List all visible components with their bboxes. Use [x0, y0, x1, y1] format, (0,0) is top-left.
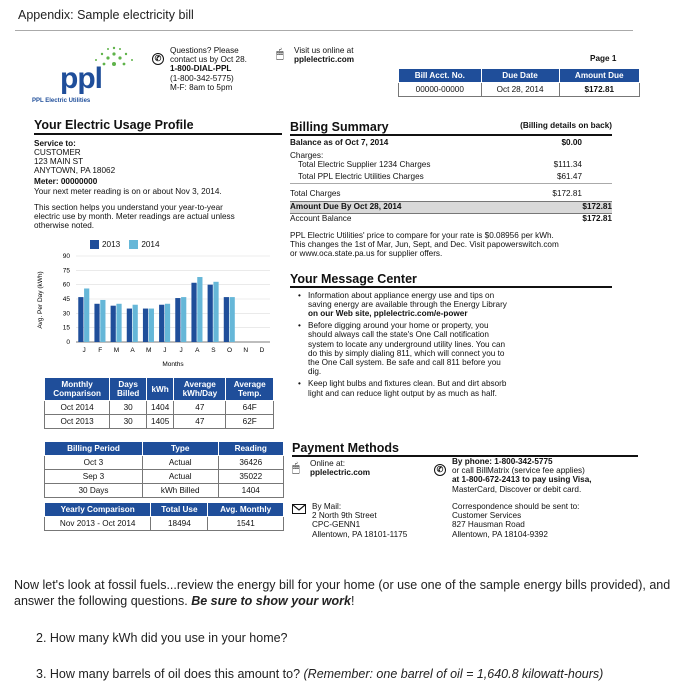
bar-2014-4 — [149, 309, 154, 342]
visit-block — [294, 46, 354, 64]
cell: 1404 — [218, 484, 284, 498]
billing-summary — [290, 118, 612, 258]
x-tick-label: F — [98, 347, 103, 354]
next-reading: Your next meter reading is on or about Nov 3, 2014. — [34, 186, 222, 196]
bar-2013-0 — [78, 297, 83, 342]
monthly-comparison-table — [44, 377, 274, 429]
questions-phone: 1-800-DIAL-PPL — [170, 64, 232, 74]
mouse-click-icon: 🖱 — [292, 460, 300, 475]
cell: 36426 — [218, 456, 284, 470]
message-rule — [290, 286, 612, 288]
corr-line: Correspondence should be sent to: — [452, 502, 580, 511]
y-tick-label: 30 — [62, 310, 70, 318]
cell: 64F — [226, 401, 274, 415]
meter-number: Meter: 00000000 — [34, 177, 98, 187]
monthly-header: Average kWh/Day — [174, 378, 226, 401]
questions-hours: M-F: 8am to 5pm — [170, 82, 233, 92]
usage-explain — [34, 203, 282, 231]
acct-header: Bill Acct. No. — [399, 69, 482, 83]
pay-phone-line: MasterCard, Discover or debit card. — [452, 484, 582, 494]
mail-line: 2 North 9th Street — [312, 511, 377, 521]
message-bullet — [290, 379, 612, 397]
legend-label: 2013 — [102, 240, 121, 249]
cell: 1541 — [208, 517, 284, 531]
mail-icon — [292, 504, 306, 514]
acct-header: Amount Due — [559, 69, 639, 83]
cell: 62F — [226, 415, 274, 429]
account-table — [398, 68, 640, 97]
top-rule — [15, 30, 633, 31]
x-tick-label: M — [146, 347, 152, 354]
cell: 47 — [174, 415, 226, 429]
yearly-header: Yearly Comparison — [45, 503, 151, 517]
charges-label: Charges: — [290, 150, 324, 160]
service-line: CUSTOMER — [34, 147, 81, 157]
legend-label: 2014 — [141, 240, 160, 249]
question-3-text: 3. How many barrels of oil does this amount to? — [36, 667, 304, 681]
payment-title: Payment Methods — [292, 441, 399, 455]
bullet-line: the One Call system. Be safe and call 811 before you — [308, 357, 501, 367]
cell: 30 — [110, 415, 147, 429]
page-number: Page 1 — [590, 54, 617, 63]
bar-2014-7 — [197, 277, 202, 342]
summary-details-note: (Billing details on back) — [520, 121, 612, 130]
cell: kWh Billed — [142, 484, 218, 498]
yearly-comparison-table — [44, 502, 284, 531]
y-axis-label: Avg. Per Day (kWh) — [37, 271, 44, 329]
ppl-charges-label: Total PPL Electric Utilities Charges — [298, 171, 424, 181]
x-tick-label: J — [82, 347, 86, 354]
bullet-dot: • — [298, 290, 301, 300]
usage-title: Your Electric Usage Profile — [34, 118, 194, 132]
y-tick-label: 0 — [66, 339, 70, 346]
bar-2013-3 — [127, 309, 132, 342]
cell: Sep 3 — [45, 470, 143, 484]
bar-2013-1 — [94, 304, 99, 342]
legend-swatch-2014 — [129, 240, 138, 249]
mouse-click-icon: 🖱 — [276, 46, 284, 61]
cell: 1405 — [147, 415, 174, 429]
usage-profile — [34, 118, 282, 230]
bar-2014-2 — [116, 304, 121, 342]
service-line: 123 MAIN ST — [34, 156, 84, 166]
yearly-header: Total Use — [151, 503, 208, 517]
x-tick-label: J — [163, 347, 167, 354]
payment-methods — [292, 441, 638, 457]
account-balance-label: Account Balance — [290, 213, 352, 223]
period-header: Type — [142, 442, 218, 456]
supplier-value: $111.34 — [553, 159, 582, 169]
total-charges-value: $172.81 — [552, 188, 582, 198]
bar-2013-9 — [224, 297, 229, 342]
appendix-heading: Appendix: Sample electricity bill — [18, 8, 194, 22]
acct-header: Due Date — [481, 69, 559, 83]
x-tick-label: S — [211, 347, 216, 354]
x-tick-label: M — [113, 347, 120, 354]
x-axis-label: Months — [162, 361, 184, 368]
y-tick-label: 15 — [62, 324, 70, 332]
phone-icon: ✆ — [152, 48, 164, 66]
monthly-header: Average Temp. — [226, 378, 274, 401]
bullet-line: light and can reduce light output by as much as half. — [308, 388, 497, 398]
bar-2013-4 — [143, 309, 148, 342]
usage-chart — [30, 250, 278, 372]
service-to-label: Service to: — [34, 138, 76, 148]
cell: Actual — [142, 470, 218, 484]
questions-line: contact us by Oct 28. — [170, 55, 247, 65]
x-tick-label: D — [259, 347, 265, 354]
chart-legend — [90, 240, 160, 249]
usage-rule — [34, 133, 282, 135]
cell: 18494 — [151, 517, 208, 531]
y-tick-label: 60 — [62, 281, 70, 289]
table-row — [45, 401, 274, 415]
cell: Oct 3 — [45, 456, 143, 470]
x-tick-label: J — [179, 347, 183, 354]
bar-2014-1 — [100, 300, 105, 342]
table-row — [45, 517, 284, 531]
table-row — [45, 484, 284, 498]
amount-due-label: Amount Due By Oct 28, 2014 — [290, 201, 402, 211]
cell: 35022 — [218, 470, 284, 484]
bullet-line: system to locate any underground utility lines. You can — [308, 339, 506, 349]
bar-2014-5 — [165, 304, 170, 342]
bullet-line: should always call the state's One Call notification — [308, 330, 489, 340]
x-tick-label: A — [195, 347, 200, 354]
corr-line: Allentown, PA 18104-9392 — [452, 529, 548, 539]
bullet-dot: • — [298, 379, 301, 389]
bar-2013-7 — [191, 283, 196, 342]
questions-line: Questions? Please — [170, 46, 239, 55]
x-tick-label: A — [130, 347, 135, 354]
pay-phone-line: or call BillMatrix (service fee applies) — [452, 466, 585, 476]
acct-due-date: Oct 28, 2014 — [481, 83, 559, 97]
cell: Actual — [142, 456, 218, 470]
monthly-header: Days Billed — [110, 378, 147, 401]
price-note-line: or www.oca.state.pa.us for supplier offers. — [290, 249, 443, 259]
corr-line: 827 Hausman Road — [452, 520, 525, 530]
acct-amount-due: $172.81 — [559, 83, 639, 97]
cell: 1404 — [147, 401, 174, 415]
questions-block — [170, 46, 290, 92]
bullet-line: dig. — [308, 367, 322, 377]
price-note — [290, 231, 612, 259]
bar-2014-6 — [181, 297, 186, 342]
legend-swatch-2013 — [90, 240, 99, 249]
pay-online-url[interactable]: pplelectric.com — [310, 468, 371, 478]
bar-2013-5 — [159, 305, 164, 342]
service-line: ANYTOWN, PA 18062 — [34, 166, 116, 176]
y-tick-label: 75 — [62, 267, 70, 275]
yearly-header: Avg. Monthly — [208, 503, 284, 517]
table-row — [45, 456, 284, 470]
cell: 30 — [110, 401, 147, 415]
bar-2014-9 — [230, 297, 235, 342]
cell: Oct 2014 — [45, 401, 110, 415]
cell: Oct 2013 — [45, 415, 110, 429]
message-title: Your Message Center — [290, 272, 417, 286]
bar-2013-6 — [175, 298, 180, 342]
pay-mail — [312, 502, 407, 539]
pay-online — [310, 459, 370, 477]
cell: Nov 2013 - Oct 2014 — [45, 517, 151, 531]
table-row — [45, 415, 274, 429]
bar-2014-8 — [213, 282, 218, 342]
summary-title: Billing Summary — [290, 120, 389, 134]
intro-emphasis: Be sure to show your work — [191, 594, 351, 608]
pay-phone-line: By phone: 1-800-342-5775 — [452, 457, 553, 466]
bullet-line: on our Web site, pplelectric.com/e-power — [308, 308, 468, 318]
pay-online-label: Online at: — [310, 459, 346, 468]
message-bullet — [290, 321, 612, 376]
summary-rule — [290, 134, 612, 136]
phone-icon: ✆ — [434, 459, 446, 477]
total-charges-label: Total Charges — [290, 188, 341, 198]
bullet-line: do this by simply dialing 811, which will connect you to — [308, 348, 505, 358]
bar-2014-0 — [84, 288, 89, 342]
message-bullet — [290, 291, 612, 319]
bullet-line: Before digging around your home or property, you — [308, 321, 489, 331]
bullet-line: Information about appliance energy use and tips on — [308, 290, 495, 300]
message-center — [290, 272, 612, 398]
table-row — [45, 470, 284, 484]
cell: 30 Days — [45, 484, 143, 498]
mail-line: Allentown, PA 18101-1175 — [312, 529, 408, 539]
usage-explain-line: This section helps you understand your year-to-year — [34, 202, 223, 212]
ppl-logo-text: ppl — [60, 62, 102, 95]
period-header: Billing Period — [45, 442, 143, 456]
y-tick-label: 90 — [62, 253, 70, 260]
question-2: 2. How many kWh did you use in your home? — [36, 631, 288, 645]
bill — [30, 44, 644, 541]
period-header: Reading — [218, 442, 284, 456]
price-note-line: PPL Electric Utilities' price to compare for your rate is $0.08956 per kWh. — [290, 230, 554, 240]
intro-end: ! — [350, 594, 355, 608]
correspondence — [452, 502, 579, 539]
mail-line: CPC-GENN1 — [312, 520, 361, 530]
visit-line: Visit us online at — [294, 46, 354, 55]
monthly-header: kWh — [147, 378, 174, 401]
intro-text: Now let's look at fossil fuels...review the energy bill for your home (or use one of the sample energy bills provided), and answer the following questions. — [14, 578, 671, 608]
x-tick-label: O — [227, 347, 233, 354]
intro-paragraph — [14, 577, 678, 609]
usage-explain-line: electric use by month. Meter readings are actual unless — [34, 211, 235, 221]
ppl-logo-sub: PPL Electric Utilities — [32, 98, 91, 104]
bar-2013-2 — [111, 306, 116, 342]
account-balance-value: $172.81 — [582, 213, 612, 223]
questions-line: (1-800-342-5775) — [170, 73, 234, 83]
ppl-charges-value: $61.47 — [556, 171, 582, 181]
price-note-line: This changes the 1st of Mar, Jun, Sept, and Dec. Visit papowerswitch.com — [290, 239, 559, 249]
usage-explain-line: otherwise noted. — [34, 221, 95, 231]
balance-label: Balance as of Oct 7, 2014 — [290, 137, 389, 147]
supplier-label: Total Electric Supplier 1234 Charges — [298, 159, 431, 169]
corr-line: Customer Services — [452, 511, 522, 521]
balance-value: $0.00 — [561, 137, 582, 147]
bullet-line: Keep light bulbs and fixtures clean. But and dirt absorb — [308, 379, 507, 389]
cell: 47 — [174, 401, 226, 415]
y-tick-label: 45 — [62, 296, 70, 303]
question-3-note: (Remember: one barrel of oil = 1,640.8 kilowatt-hours) — [303, 667, 604, 681]
mail-line: By Mail: — [312, 502, 342, 511]
monthly-header: Monthly Comparison — [45, 378, 110, 401]
billing-period-table — [44, 441, 284, 498]
pay-phone-line: at 1-800-672-2413 to pay using Visa, — [452, 475, 592, 485]
x-tick-label: N — [243, 347, 249, 354]
acct-number: 00000-00000 — [399, 83, 482, 97]
bullet-line: saving energy are available through the Energy Library — [308, 299, 507, 309]
bullet-dot: • — [298, 321, 301, 331]
bar-2014-3 — [133, 305, 138, 342]
amount-due-value: $172.81 — [582, 201, 612, 211]
visit-url[interactable]: pplelectric.com — [294, 55, 355, 65]
question-3 — [36, 666, 603, 682]
bar-2013-8 — [208, 285, 213, 342]
ppl-logo — [32, 46, 132, 106]
pay-phone — [452, 457, 592, 494]
